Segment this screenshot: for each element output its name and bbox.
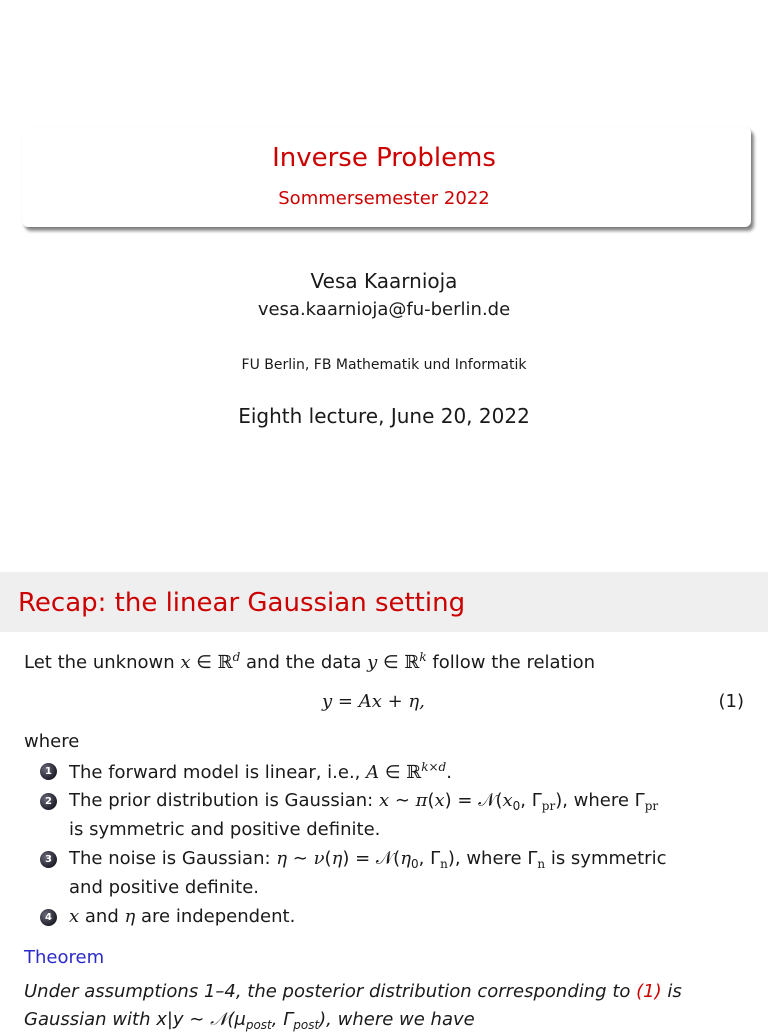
presentation-title: Inverse Problems (272, 143, 496, 173)
theorem-text: Under assumptions 1–4, the posterior distribution corresponding to (1) is (24, 981, 682, 1002)
assumption-2-cont: is symmetric and positive definite. (69, 819, 381, 840)
lecture-date: Eighth lecture, June 20, 2022 (238, 404, 530, 428)
equation-number: (1) (718, 691, 744, 712)
institute: FU Berlin, FB Mathematik und Informatik (241, 357, 527, 373)
title-box (22, 127, 751, 227)
author-name: Vesa Kaarnioja (310, 269, 458, 293)
bullet-4: 4 (40, 909, 57, 926)
recap-slide (0, 572, 768, 1032)
frame-header (0, 572, 768, 632)
frame-title: Recap: the linear Gaussian setting (18, 588, 466, 618)
intro-sentence: Let the unknown x ∈ ℝ$^d$ and the data y ∈ ℝ$^k$ follow the relation (24, 650, 596, 673)
assumption-3-cont: and positive definite. (69, 877, 260, 898)
assumption-3: The noise is Gaussian: η ∼ $\nu(\eta) = 𝒩(\eta_0$, $\Gamma_n$), where $\Gamma_n$ is symmetric (69, 848, 667, 871)
bullet-3: 3 (40, 851, 57, 868)
assumption-4: x and η are independent. (69, 906, 296, 927)
assumption-2: The prior distribution is Gaussian: x ∼ $\pi(x) = 𝒩(x_0$, $\Gamma_{pr}$), where $\Gamma_{pr}$ (69, 790, 659, 813)
presentation-subtitle: Sommersemester 2022 (278, 188, 490, 209)
equation-reference[interactable]: (1) (636, 981, 662, 1002)
theorem-text-cont: Gaussian with x|y ∼ $𝒩(\mu_{post}$, $\Gamma_{post}$), where we have (24, 1009, 475, 1032)
bullet-2: 2 (40, 793, 57, 810)
bullet-1: 1 (40, 763, 57, 780)
assumption-1: The forward model is linear, i.e., A ∈ ℝ$^{k\times d}$. (69, 760, 452, 783)
main-equation: y = Ax + η, (322, 691, 425, 712)
where-label: where (24, 731, 80, 752)
theorem-label: Theorem (24, 947, 105, 968)
author-email: vesa.kaarnioja@fu-berlin.de (257, 299, 511, 320)
